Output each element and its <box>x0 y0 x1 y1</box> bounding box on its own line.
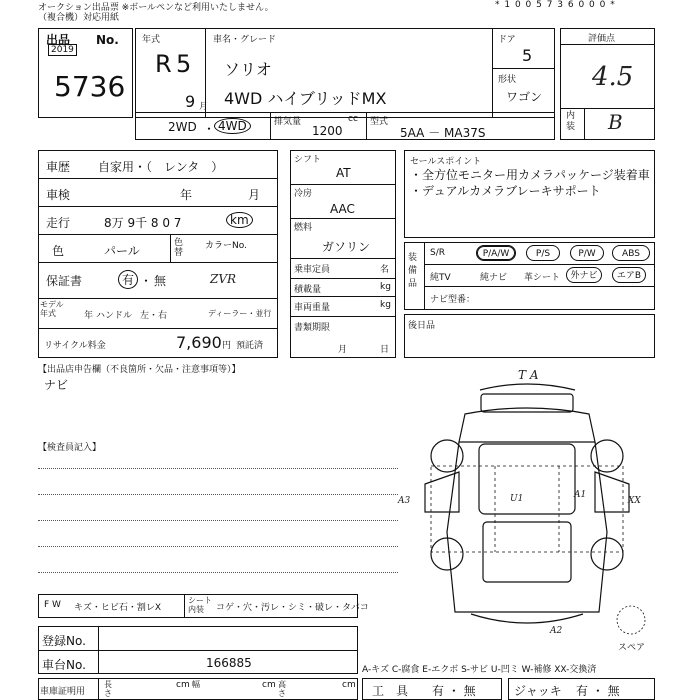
displacement-unit: cc <box>348 114 358 124</box>
equip-ext-navi: 外ナビ <box>566 267 602 283</box>
damage-right-2: XX <box>628 496 641 506</box>
warranty-yes: 有 <box>118 270 138 289</box>
damage-left: A3 <box>398 496 411 506</box>
seat-value: コゲ・穴・汚レ・シミ・破レ・タバコ <box>216 603 369 613</box>
damage-top: T A <box>518 368 539 382</box>
capacity-label: 乗車定員 <box>294 265 331 275</box>
recycle-fee: 7,690 <box>176 333 222 352</box>
sales-label: セールスポイント <box>410 157 482 167</box>
inspector-label: 【検査員記入】 <box>38 443 102 453</box>
model-year-label: モデル年式 <box>40 300 64 318</box>
color-no-label: カラーNo. <box>205 241 247 251</box>
color-value: パール <box>104 244 140 258</box>
model-code-label: 型式 <box>370 117 389 127</box>
rear-box <box>404 314 655 358</box>
equip-navi: 純ナビ <box>480 273 508 283</box>
damage-legend: A-キズ C-腐食 E-エクボ S-サビ U-凹ミ W-補修 XX-交換済 <box>362 665 597 675</box>
rear-label: 後日品 <box>408 321 436 331</box>
shift-value: AT <box>336 166 351 180</box>
ac-value: AAC <box>330 202 355 216</box>
equip-paw: P/A/W <box>476 245 516 261</box>
color-code: ZVR <box>210 272 237 286</box>
equip-sr: S/R <box>430 248 445 258</box>
drive-2wd: 2WD <box>168 120 197 134</box>
spec-row <box>135 112 555 140</box>
km-unit: km <box>226 212 253 228</box>
navi-model-label: ナビ型番： <box>430 295 476 305</box>
handle-label: ハンドル <box>96 311 133 321</box>
sales-point-2: ・デュアルカメラブレーキサポート <box>410 184 601 198</box>
ac-label: 冷房 <box>294 189 313 199</box>
docs-day: 日 <box>380 345 390 355</box>
width-label: 幅 <box>192 680 200 689</box>
tools-value: 有 ・ 無 <box>432 684 476 698</box>
equip-pw: P/W <box>570 245 604 261</box>
equip-ps: P/S <box>526 245 560 261</box>
frame-label: 車台No. <box>42 658 86 672</box>
displacement-label: 排気量 <box>274 117 302 127</box>
year-label: 年式 <box>142 35 161 45</box>
weight-unit: kg <box>380 300 391 310</box>
fuel-value: ガソリン <box>322 240 371 254</box>
frame-number: 166885 <box>206 656 252 670</box>
form-header: オークション出品票 ※ボールペンなど利用いたしません。 <box>38 3 274 13</box>
fw-label: F W <box>44 600 61 610</box>
grade-label: 評価点 <box>588 34 616 44</box>
equipment-label: 装備品 <box>408 253 418 289</box>
lot-number: 5736 <box>54 70 126 103</box>
fw-value: キズ・ヒビ石・割レX <box>74 603 161 613</box>
jack-value: 有 ・ 無 <box>576 684 620 698</box>
height-unit: cm <box>342 680 356 690</box>
equip-tv: 純TV <box>430 273 451 283</box>
displacement: 1200 <box>312 124 343 138</box>
garage-cert-label: 車庫証明用 <box>40 687 86 697</box>
history-value: 自家用・（ レンタ ） <box>98 160 224 174</box>
dealer-label: ディーラー・並行 <box>208 309 272 318</box>
docs-month: 月 <box>338 345 348 355</box>
fuel-label: 燃料 <box>294 223 313 233</box>
weight-label: 車両重量 <box>294 303 331 313</box>
load-label: 積載量 <box>294 285 322 295</box>
body-shape: ワゴン <box>506 90 543 104</box>
tools-label: 工 具 <box>372 684 409 698</box>
report-value: ナビ <box>44 378 69 392</box>
model-month: 9 <box>185 92 196 111</box>
model-code: 5AA － MA37S <box>400 126 486 140</box>
color-label: 色 <box>52 244 65 258</box>
lot-label: 出品 <box>46 33 71 47</box>
model-year: 5 <box>176 50 192 78</box>
inspection-month: 月 <box>248 188 261 202</box>
seat-label: シート内装 <box>188 596 212 614</box>
color-change-label: 色替 <box>174 238 184 258</box>
sales-point-1: ・全方位モニター用カメラパッケージ装着車 <box>410 168 650 182</box>
load-unit: kg <box>380 282 391 292</box>
lot-no-label: No. <box>96 33 119 47</box>
equip-airbag: エアB <box>612 267 646 283</box>
barcode-text: * 1 0 0 5 7 3 6 0 0 0 * <box>495 0 616 10</box>
length-label: 長さ <box>104 680 112 698</box>
shape-label: 形状 <box>498 75 517 85</box>
grade-score: 4.5 <box>592 62 634 92</box>
history-box <box>38 150 278 358</box>
handle-value: 左・右 <box>140 311 168 321</box>
car-name: ソリオ <box>224 60 272 79</box>
damage-right: A1 <box>574 490 587 500</box>
history-label: 車歴 <box>46 160 71 174</box>
reg-label: 登録No. <box>42 634 86 648</box>
mileage-value: 8万 9千 8 0 7 <box>104 216 182 230</box>
interior-label: 内装 <box>566 111 576 132</box>
damage-bottom: A2 <box>550 626 563 636</box>
drive-4wd: 4WD <box>214 118 251 134</box>
report-label: 【出品店申告欄（不良箇所・欠品・注意事項等）】 <box>38 365 241 375</box>
name-label: 車名・グレード <box>213 35 277 45</box>
interior-grade: B <box>608 110 623 134</box>
inspection-label: 車検 <box>46 188 71 202</box>
height-label: 高さ <box>278 680 286 698</box>
inspection-year: 年 <box>180 188 193 202</box>
month-unit: 月 <box>199 102 209 112</box>
door-count: 5 <box>522 46 533 65</box>
capacity-unit: 名 <box>380 265 390 275</box>
door-label: ドア <box>498 35 516 45</box>
equip-leather: 革シート <box>524 273 561 283</box>
year-tag: 2019 <box>48 44 77 56</box>
width-unit: cm <box>262 680 276 690</box>
era: R <box>155 50 172 78</box>
recycle-label: リサイクル料金 <box>44 341 106 351</box>
recycle-unit: 円 <box>222 341 232 351</box>
model-year-unit: 年 <box>84 311 94 321</box>
shift-label: シフト <box>294 155 322 165</box>
car-damage-diagram <box>395 362 660 647</box>
warranty-label: 保証書 <box>46 274 83 288</box>
mileage-label: 走行 <box>46 216 71 230</box>
length-unit: cm <box>176 680 190 690</box>
damage-center: U1 <box>510 494 524 504</box>
jack-label: ジャッキ <box>514 684 562 698</box>
warranty-no: 無 <box>154 274 167 288</box>
equip-abs: ABS <box>612 245 650 261</box>
docs-label: 書類期限 <box>294 323 331 333</box>
spare-label: スペア <box>618 643 646 653</box>
form-subheader: （複合機）対応用紙 <box>38 13 120 23</box>
recycle-status: 預託済 <box>236 341 264 351</box>
car-grade: 4WD ハイブリッドMX <box>224 89 387 108</box>
